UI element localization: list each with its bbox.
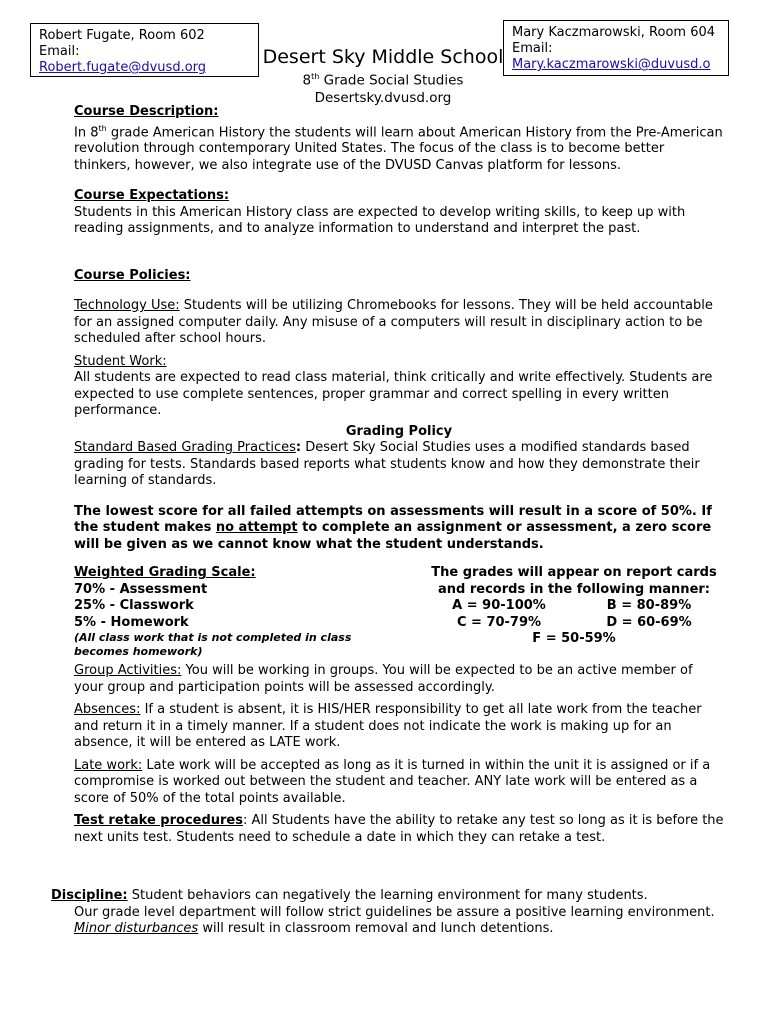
weight-item: 25% - Classwork: [74, 598, 194, 614]
discipline-label: Discipline:: [51, 888, 128, 903]
technology-use-paragraph: Technology Use: Students will be utilizing Chromebooks for lessons. They will be held accountable for an assigned computer daily. Any misuse of a computers will result in disciplinary action to be scheduled after school hours.: [74, 298, 713, 347]
grading-scale-section: [74, 565, 724, 659]
school-website: Desertsky.dvusd.org: [314, 89, 452, 106]
student-work-text: All students are expected to read class material, think critically and write effectively. Students are expected to use complete sentences, proper grammar and correct spelling in every written performance.: [74, 370, 713, 419]
grade-range: D = 60-69%: [606, 614, 692, 630]
test-retake-paragraph: Test retake procedures: All Students have the ability to retake any test so long as it is before the next units test. Students need to schedule a date in which they can retake a test.: [74, 813, 724, 845]
teacher-name-room: Mary Kaczmarowski, Room 604: [512, 25, 716, 40]
standard-grading-paragraph: Standard Based Grading Practices: Desert Sky Social Studies uses a modified standards based grading for tests. Standards based reports what students know and how they demonstrate their learning of standards.: [74, 440, 700, 489]
technology-use-label: Technology Use:: [74, 298, 180, 314]
discipline-paragraph: Discipline: Student behaviors can negatively the learning environment for many students.: [51, 888, 648, 903]
grade-ranges: [424, 598, 724, 631]
discipline-section: [51, 888, 731, 938]
course-subtitle: 8th Grade Social Studies: [302, 72, 464, 89]
weight-item: 5% - Homework: [74, 614, 189, 630]
report-scale-heading: The grades will appear on report cards and records in the following manner:: [431, 565, 717, 597]
course-expectations-text: Students in this American History class are expected to develop writing skills, to keep up with reading assignments, and to analyze information to understand and interpret the past.: [74, 204, 686, 237]
homework-note: (All class work that is not completed in class becomes homework): [74, 631, 352, 659]
email-label: Email:: [512, 41, 553, 56]
course-policies-heading: Course Policies:: [74, 267, 191, 283]
weighted-scale-heading: Weighted Grading Scale:: [74, 565, 256, 581]
group-activities-paragraph: Group Activities: You will be working in groups. You will be expected to be an active member of your group and participation points will be assessed accordingly.: [74, 663, 693, 695]
grade-range: A = 90-100%: [452, 598, 546, 614]
teacher-contact-box-right: [503, 20, 729, 76]
document-header: [258, 46, 508, 107]
course-description-heading: Course Description:: [74, 104, 219, 119]
email-label: Email:: [39, 44, 80, 59]
late-work-paragraph: Late work: Late work will be accepted as long as it is turned in within the unit it is assigned or if a compromise is worked out between the student and teacher. ANY late work will be entered as a score of 50% of the total points available.: [74, 757, 711, 806]
email-link[interactable]: Mary.kaczmarowski@duvusd.o: [512, 57, 711, 72]
grade-range: C = 70-79%: [456, 614, 542, 630]
discipline-text: Our grade level department will follow strict guidelines be assure a positive learning environment.: [74, 904, 715, 920]
grade-range: B = 80-89%: [606, 598, 692, 614]
course-description-text: In 8th grade American History the students will learn about American History from the Pre-American revolution through contemporary United States. The focus of the class is to become better thinkers, however, we also integrate use of the DVUSD Canvas platform for lessons.: [74, 123, 723, 173]
school-name: Desert Sky Middle School: [262, 46, 504, 68]
weight-item: 70% - Assessment: [74, 581, 208, 597]
grade-range: F = 50-59%: [532, 631, 616, 647]
absences-paragraph: Absences: If a student is absent, it is HIS/HER responsibility to get all late work from the teacher and return it in a timely manner. If a student does not indicate the work is making up for an absence, it will be entered as LATE work.: [74, 702, 702, 751]
email-link[interactable]: Robert.fugate@dvusd.org: [39, 60, 207, 75]
course-expectations-heading: Course Expectations:: [74, 188, 230, 204]
weighted-grading-scale: [74, 565, 374, 659]
document-body: [74, 104, 724, 846]
teacher-contact-box-left: [30, 23, 259, 77]
minor-disturbances-paragraph: Minor disturbances will result in classroom removal and lunch detentions.: [74, 921, 554, 936]
student-work-label: Student Work:: [74, 353, 167, 369]
teacher-name-room: Robert Fugate, Room 602: [39, 28, 205, 43]
grading-policy-heading: Grading Policy: [345, 423, 453, 439]
report-card-scale: [424, 565, 724, 659]
lowest-score-paragraph: The lowest score for all failed attempts on assessments will result in a score of 50%. If the student makes no attempt to complete an assignment or assessment, a zero score will be given as we cannot know what the student understands.: [74, 503, 712, 552]
